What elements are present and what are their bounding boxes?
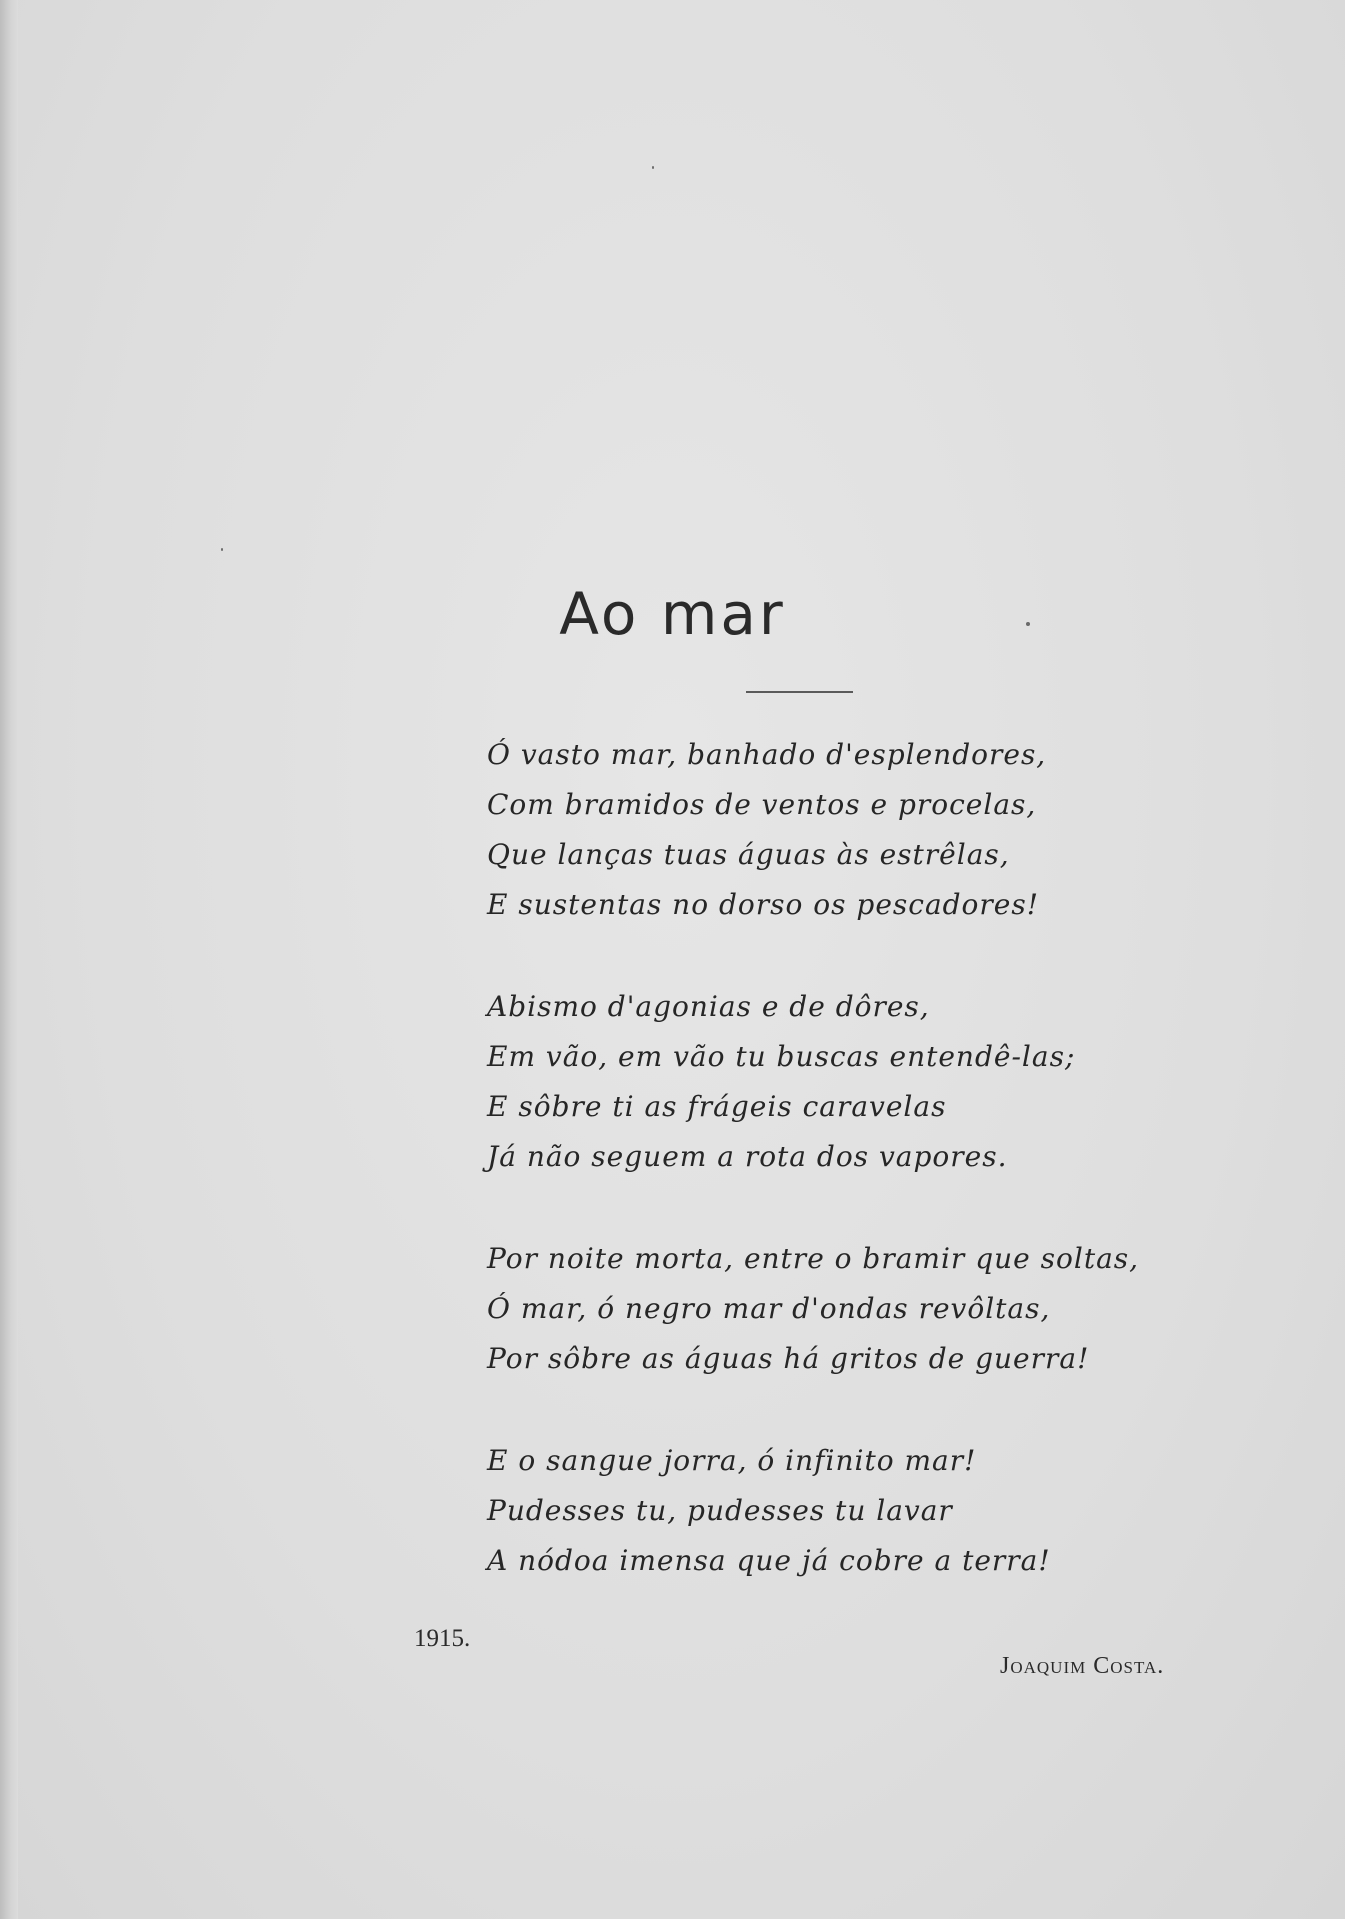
verse-line: Com bramidos de ventos e procelas, (487, 788, 1037, 821)
paper-speck (221, 548, 223, 551)
paper-speck (652, 166, 654, 169)
poem-body (487, 730, 1287, 1638)
verse-line: E sustentas no dorso os pescadores! (487, 888, 1039, 921)
verse-line: E o sangue jorra, ó infinito mar! (487, 1444, 977, 1477)
stanza-2 (487, 982, 1287, 1182)
stanza-1 (487, 730, 1287, 930)
verse-line: Ó mar, ó negro mar d'ondas revôltas, (487, 1292, 1051, 1325)
page-spine-edge (0, 0, 18, 1919)
poem-date: 1915. (414, 1625, 471, 1652)
verse-line: E sôbre ti as frágeis caravelas (487, 1090, 947, 1123)
verse-line: A nódoa imensa que já cobre a terra! (487, 1544, 1051, 1577)
verse-line: Ó vasto mar, banhado d'esplendores, (487, 738, 1047, 771)
poem-title: Ao mar (559, 580, 786, 648)
verse-line: Pudesses tu, pudesses tu lavar (487, 1494, 953, 1527)
poem-author: Joaquim Costa. (1000, 1653, 1165, 1679)
verse-line: Que lanças tuas águas às estrêlas, (487, 838, 1010, 871)
verse-line: Já não seguem a rota dos vapores. (487, 1140, 1008, 1173)
verse-line: Por noite morta, entre o bramir que soltas, (487, 1242, 1140, 1275)
stanza-4 (487, 1436, 1287, 1586)
title-divider (746, 691, 853, 693)
verse-line: Por sôbre as águas há gritos de guerra! (487, 1342, 1090, 1375)
verse-line: Em vão, em vão tu buscas entendê-las; (487, 1040, 1076, 1073)
verse-line: Abismo d'agonias e de dôres, (487, 990, 930, 1023)
stanza-3 (487, 1234, 1287, 1384)
